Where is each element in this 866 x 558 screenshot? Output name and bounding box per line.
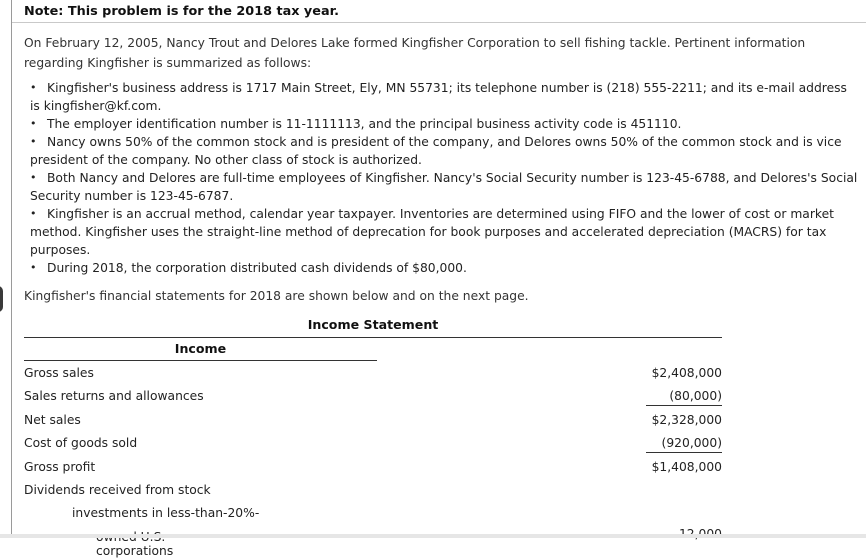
table-row — [24, 389, 722, 407]
row-label: Gross sales — [24, 366, 94, 380]
facts-list — [30, 79, 860, 277]
section-heading-rule — [24, 360, 377, 361]
row-label: Cost of goods sold — [24, 436, 138, 450]
list-item: • During 2018, the corporation distributed cash dividends of $80,000. — [30, 259, 860, 277]
row-amount: $1,408,000 — [651, 460, 722, 474]
table-row — [24, 460, 722, 478]
table-row — [24, 483, 722, 501]
row-label: Dividends received from stock — [24, 483, 211, 497]
header-divider — [12, 22, 866, 23]
financial-statements-intro: Kingfisher's financial statements for 2018 are shown below and on the next page. — [24, 289, 529, 303]
tax-year-note: Note: This problem is for the 2018 tax year. — [24, 4, 339, 19]
table-row — [24, 413, 722, 431]
row-label: Gross profit — [24, 460, 96, 474]
row-amount: (80,000) — [646, 389, 722, 406]
row-amount: $2,408,000 — [651, 366, 722, 380]
statement-title-rule — [24, 337, 722, 338]
problem-intro: On February 12, 2005, Nancy Trout and Delores Lake formed Kingfisher Corporation to sell fishing tackle. Pertinent information regarding Kingfisher is summarized as follows: — [24, 36, 806, 70]
left-margin-rule — [11, 0, 12, 538]
row-amount: (920,000) — [646, 436, 722, 453]
section-heading: Income — [174, 341, 227, 356]
row-label: investments in less-than-20%- — [72, 506, 260, 520]
cut-off-row-label: corporations — [96, 544, 174, 558]
horizontal-scrollbar[interactable] — [0, 534, 866, 538]
table-row — [24, 436, 722, 454]
table-row — [24, 366, 722, 384]
list-item: • The employer identification number is 11-1111113, and the principal business activity code is 451110. — [30, 115, 860, 133]
list-item: • Kingfisher is an accrual method, calendar year taxpayer. Inventories are determined using FIFO and the lower of cost or market method. Kingfisher uses the straight-line method of deprecation for book purposes and accelerated depreciation (MACRS) for tax purposes. — [30, 205, 860, 259]
row-label: Sales returns and allowances — [24, 389, 204, 403]
position-marker — [0, 286, 3, 312]
statement-title: Income Statement — [307, 317, 439, 332]
list-item: • Nancy owns 50% of the common stock and is president of the company, and Delores owns 50% of the common stock and is vice president of the company. No other class of stock is authorized. — [30, 133, 860, 169]
row-label: Net sales — [24, 413, 81, 427]
row-amount: $2,328,000 — [651, 413, 722, 427]
list-item: • Kingfisher's business address is 1717 Main Street, Ely, MN 55731; its telephone number is (218) 555-2211; and its e-mail address is kingfisher@kf.com. — [30, 79, 860, 115]
list-item: • Both Nancy and Delores are full-time employees of Kingfisher. Nancy's Social Security number is 123-45-6788, and Delores's Social Security number is 123-45-6787. — [30, 169, 860, 205]
table-row — [24, 506, 722, 524]
